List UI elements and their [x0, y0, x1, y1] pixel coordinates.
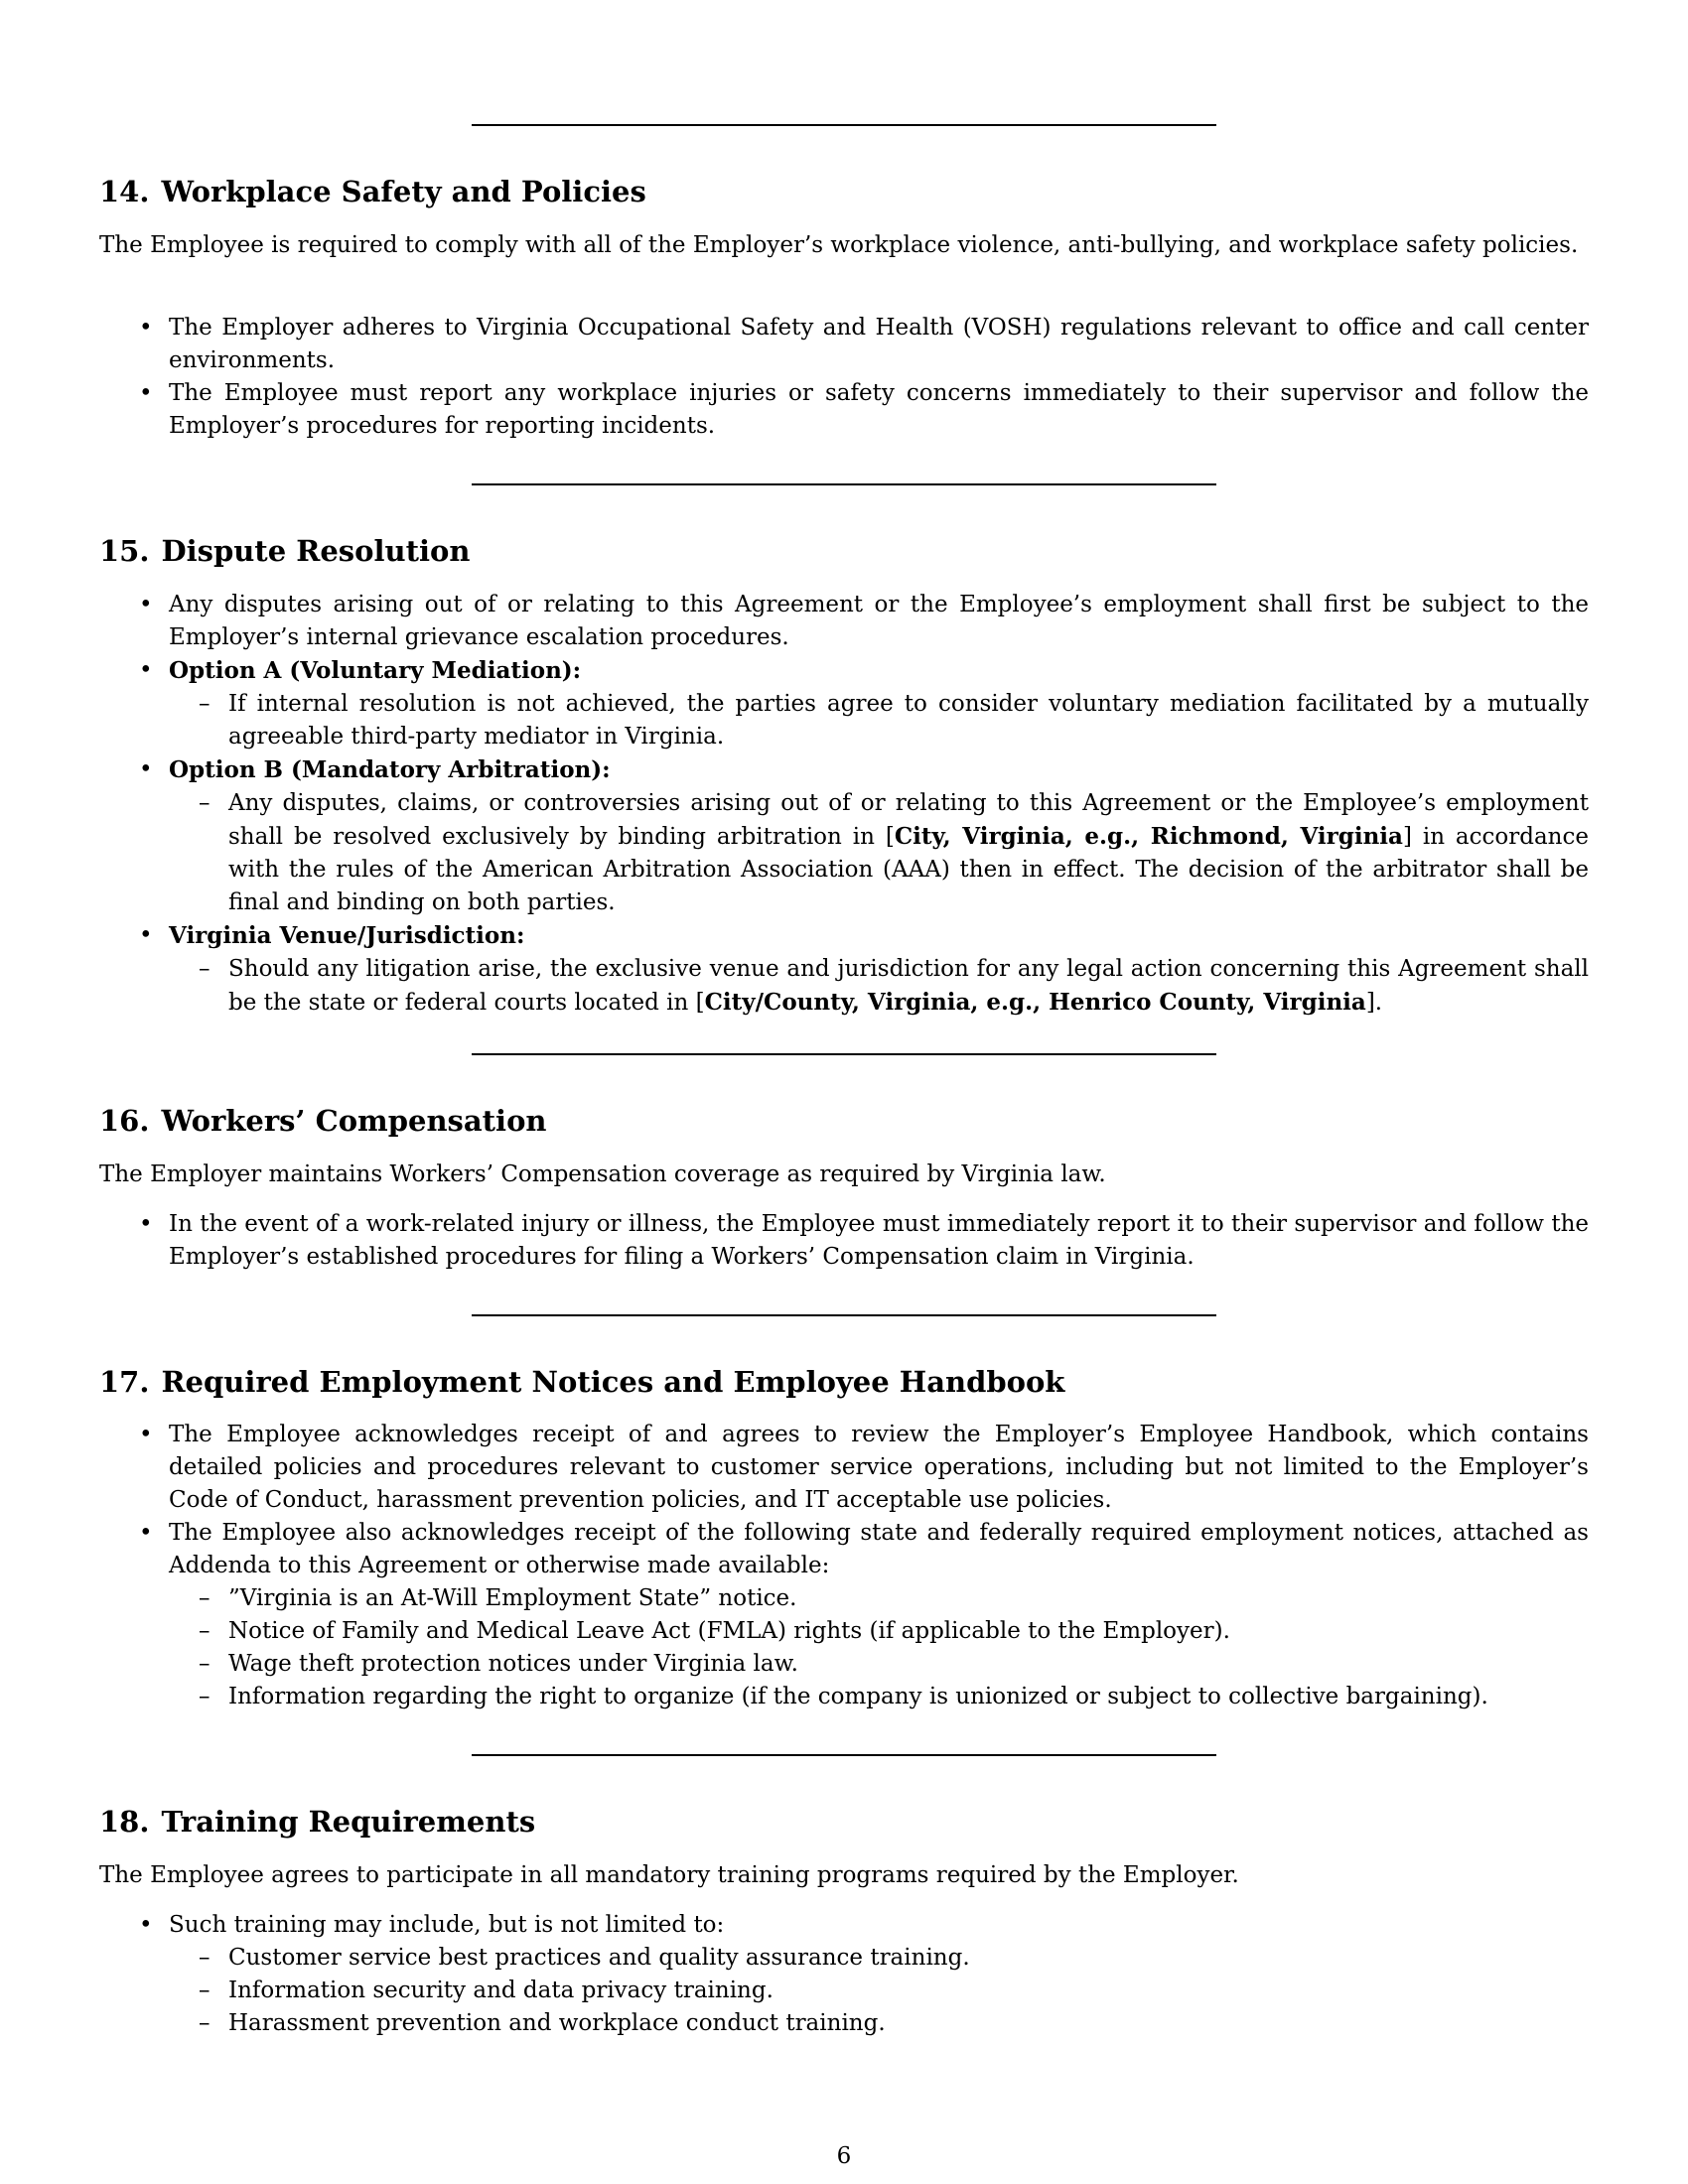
list-item: • The Employee must report any workplace injuries or safety concerns immediately to their supervisor and follow the Employer’s procedures for reporting incidents.: [99, 377, 1589, 443]
section-divider: [472, 1053, 1216, 1055]
section-14-list: [99, 312, 1589, 443]
section-17-list: [99, 1419, 1589, 1713]
section-17-heading: [99, 1364, 1064, 1400]
venue-location-placeholder: City/County, Virginia, e.g., Henrico County, Virginia: [704, 989, 1366, 1016]
sub-list-item: [169, 787, 1589, 919]
option-b-sublist: [169, 787, 1589, 919]
option-b-label: Option B (Mandatory Arbitration):: [169, 756, 611, 783]
sub-list-item: – Wage theft protection notices under Virginia law.: [169, 1648, 1589, 1681]
section-18-list: [99, 1909, 1589, 2040]
section-title: Dispute Resolution: [161, 534, 471, 568]
section-title: Workplace Safety and Policies: [161, 175, 646, 208]
arbitration-text: Any disputes, claims, or controversies arising out of or relating to this Agreement or the Employee’s employment shall be resolved exclusively by binding arbitration in [: [228, 790, 1589, 850]
option-a-sublist: [169, 688, 1589, 753]
list-item: • In the event of a work-related injury or illness, the Employee must immediately report it to their supervisor and follow the Employer’s established procedures for filing a Workers’ Compensation claim in Virginia.: [99, 1208, 1589, 1274]
section-number: 16.: [99, 1104, 150, 1138]
list-item: • Any disputes arising out of or relating to this Agreement or the Employee’s employment shall first be subject to the Employer’s internal grievance escalation procedures.: [99, 589, 1589, 654]
section-number: 15.: [99, 534, 150, 568]
notices-sublist: [169, 1582, 1589, 1713]
section-14-intro: The Employee is required to comply with all of the Employer’s workplace violence, anti-bullying, and workplace safety policies.: [99, 232, 1579, 258]
training-sublist: [169, 1942, 1589, 2040]
section-divider: [472, 124, 1216, 126]
sub-list-item: [169, 953, 1589, 1020]
section-16-heading: [99, 1103, 547, 1139]
sub-list-item: – If internal resolution is not achieved, the parties agree to consider voluntary mediation facilitated by a mutually agreeable third-party mediator in Virginia.: [169, 688, 1589, 753]
section-title: Training Requirements: [161, 1805, 536, 1839]
section-number: 14.: [99, 175, 150, 208]
notices-intro: The Employee also acknowledges receipt of the following state and federally required employment notices, attached as Addenda to this Agreement or otherwise made available:: [169, 1520, 1589, 1578]
arbitration-text-end: ] in accordance with the rules of the American Arbitration Association (AAA) then in effect. The decision of the arbitrator shall be final and binding on both parties.: [228, 824, 1589, 915]
arbitration-location-placeholder: City, Virginia, e.g., Richmond, Virginia: [894, 823, 1403, 850]
document-page: [99, 0, 1589, 2184]
section-16-intro: The Employer maintains Workers’ Compensation coverage as required by Virginia law.: [99, 1161, 1106, 1187]
venue-sublist: [169, 953, 1589, 1020]
section-number: 17.: [99, 1365, 150, 1399]
section-divider: [472, 483, 1216, 485]
section-18-intro: The Employee agrees to participate in all mandatory training programs required by the Employer.: [99, 1862, 1239, 1888]
section-15-heading: [99, 533, 470, 569]
section-18-heading: [99, 1804, 535, 1840]
section-title: Required Employment Notices and Employee Handbook: [161, 1365, 1065, 1399]
list-item: [99, 1909, 1589, 2040]
training-intro: Such training may include, but is not limited to:: [169, 1912, 725, 1938]
sub-list-item: – Information regarding the right to organize (if the company is unionized or subject to collective bargaining).: [169, 1681, 1589, 1713]
section-number: 18.: [99, 1805, 150, 1839]
list-item: [99, 919, 1589, 1020]
list-item: • The Employer adheres to Virginia Occupational Safety and Health (VOSH) regulations relevant to office and call center environments.: [99, 312, 1589, 377]
sub-list-item: – ”Virginia is an At-Will Employment State” notice.: [169, 1582, 1589, 1615]
page-number: 6: [836, 2143, 852, 2169]
list-item: [99, 654, 1589, 753]
list-item: [99, 1517, 1589, 1713]
sub-list-item: – Information security and data privacy training.: [169, 1975, 1589, 2007]
option-a-label: Option A (Voluntary Mediation):: [169, 657, 582, 684]
venue-text-end: ].: [1365, 990, 1383, 1016]
section-14-heading: [99, 174, 646, 209]
venue-label: Virginia Venue/Jurisdiction:: [169, 922, 525, 949]
list-item: • The Employee acknowledges receipt of and agrees to review the Employer’s Employee Handbook, which contains detailed policies and procedures relevant to customer service operations, including but not limited to the Employer’s Code of Conduct, harassment prevention policies, and IT acceptable use policies.: [99, 1419, 1589, 1517]
sub-list-item: – Harassment prevention and workplace conduct training.: [169, 2007, 1589, 2040]
section-title: Workers’ Compensation: [161, 1104, 547, 1138]
section-divider: [472, 1754, 1216, 1756]
section-15-list: [99, 589, 1589, 1020]
sub-list-item: – Notice of Family and Medical Leave Act (FMLA) rights (if applicable to the Employer).: [169, 1615, 1589, 1648]
venue-text: Should any litigation arise, the exclusive venue and jurisdiction for any legal action concerning this Agreement shall be the state or federal courts located in [: [228, 956, 1589, 1016]
list-item: [99, 753, 1589, 919]
section-divider: [472, 1314, 1216, 1316]
section-16-list: [99, 1208, 1589, 1274]
sub-list-item: – Customer service best practices and quality assurance training.: [169, 1942, 1589, 1975]
